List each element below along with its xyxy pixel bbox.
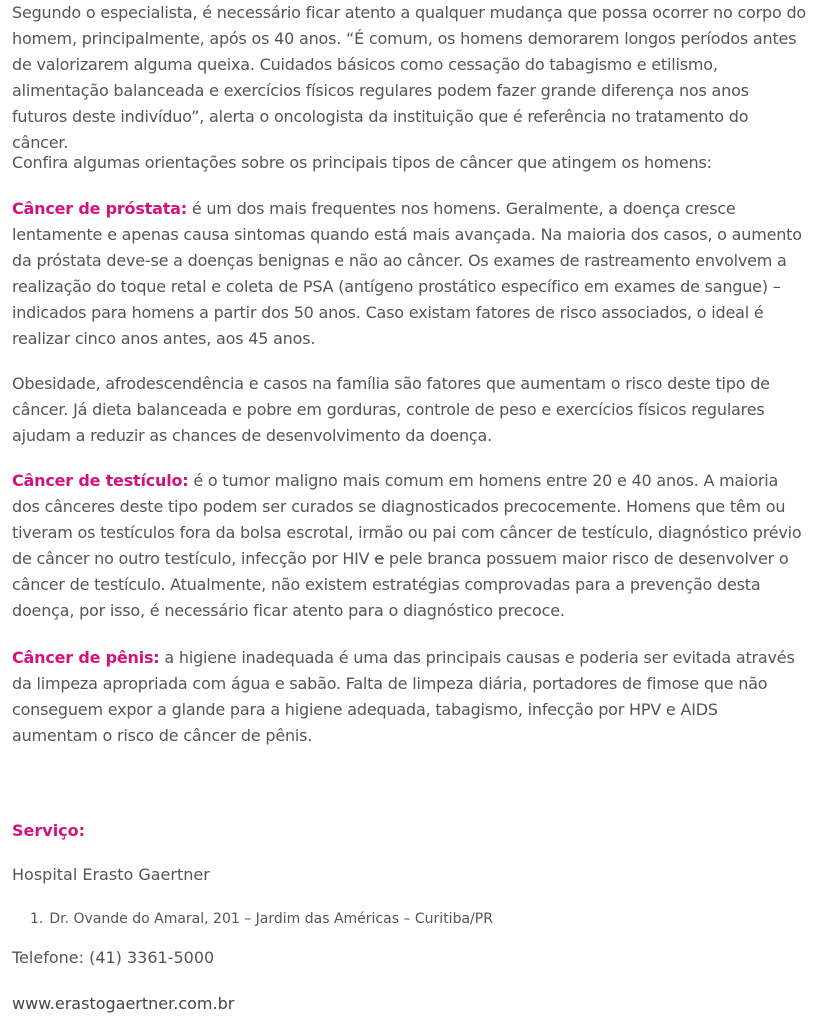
- testicular-cancer-text-1: é o tumor maligno mais comum em homens entre 20 e 40 anos. A maioria dos cânceres deste tipo podem ser curados se diagnosticados precocemente. Homens que têm ou tiveram os testículos fora da bolsa escrotal, irmão ou pai com câncer de testículo, diagnóstico prévio de câncer no outro testículo, infecção por HIV: [12, 471, 802, 568]
- prostate-cancer-paragraph: [12, 196, 806, 352]
- intro-paragraph: Segundo o especialista, é necessário ficar atento a qualquer mudança que possa ocorrer no corpo do homem, principalmente, após os 40 anos. “É comum, os homens demorarem longos períodos antes de valorizarem alguma queixa. Cuidados básicos como cessação do tabagismo e etilismo, alimentação balanceada e exercícios físicos regulares podem fazer grande diferença nos anos futuros deste indivíduo”, alerta o oncologista da instituição que é referência no tratamento do câncer.: [12, 3, 806, 152]
- testicular-cancer-text-2: pele branca possuem maior risco de desenvolver o câncer de testículo. Atualmente, não existem estratégias comprovadas para a prevenção desta doença, por isso, é necessário ficar atento para o diagnóstico precoce.: [12, 549, 789, 620]
- address-number: 1.: [30, 911, 44, 927]
- phone-number: Telefone: (41) 3361-5000: [12, 948, 215, 967]
- risk-factors-paragraph: Obesidade, afrodescendência e casos na família são fatores que aumentam o risco deste tipo de câncer. Já dieta balanceada e pobre em gorduras, controle de peso e exercícios físicos regulares ajudam a reduzir as chances de desenvolvimento da doença.: [12, 374, 770, 445]
- prostate-cancer-text: é um dos mais frequentes nos homens. Geralmente, a doença cresce lentamente e apenas causa sintomas quando está mais avançada. Na maioria dos casos, o aumento da próstata deve-se a doenças benignas e não ao câncer. Os exames de rastreamento envolvem a realização do toque retal e coleta de PSA (antígeno prostático específico em exames de sangue) – indicados para homens a partir dos 50 anos. Caso existam fatores de risco associados, o ideal é realizar cinco anos antes, aos 45 anos.: [12, 199, 802, 348]
- penile-cancer-paragraph: [12, 645, 806, 749]
- guidance-intro-paragraph: Confira algumas orientações sobre os principais tipos de câncer que atingem os homens:: [12, 153, 712, 172]
- service-heading: Serviço:: [12, 821, 86, 840]
- hospital-name: Hospital Erasto Gaertner: [12, 865, 210, 884]
- penile-cancer-text: a higiene inadequada é uma das principais causas e poderia ser evitada através da limpeza apropriada com água e sabão. Falta de limpeza diária, portadores de fimose que não conseguem expor a glande para a higiene adequada, tabagismo, infecção por HPV e AIDS aumentam o risco de câncer de pênis.: [12, 648, 795, 745]
- prostate-cancer-heading: Câncer de próstata:: [12, 199, 187, 218]
- penile-cancer-heading: Câncer de pênis:: [12, 648, 160, 667]
- website-link[interactable]: www.erastogaertner.com.br: [12, 994, 235, 1013]
- strikethrough-text: e: [374, 549, 384, 568]
- address-list: [12, 907, 493, 931]
- testicular-cancer-heading: Câncer de testículo:: [12, 471, 189, 490]
- address-text: Dr. Ovande do Amaral, 201 – Jardim das Américas – Curitiba/PR: [49, 911, 493, 927]
- address-item: [30, 907, 493, 931]
- testicular-cancer-paragraph: [12, 468, 806, 624]
